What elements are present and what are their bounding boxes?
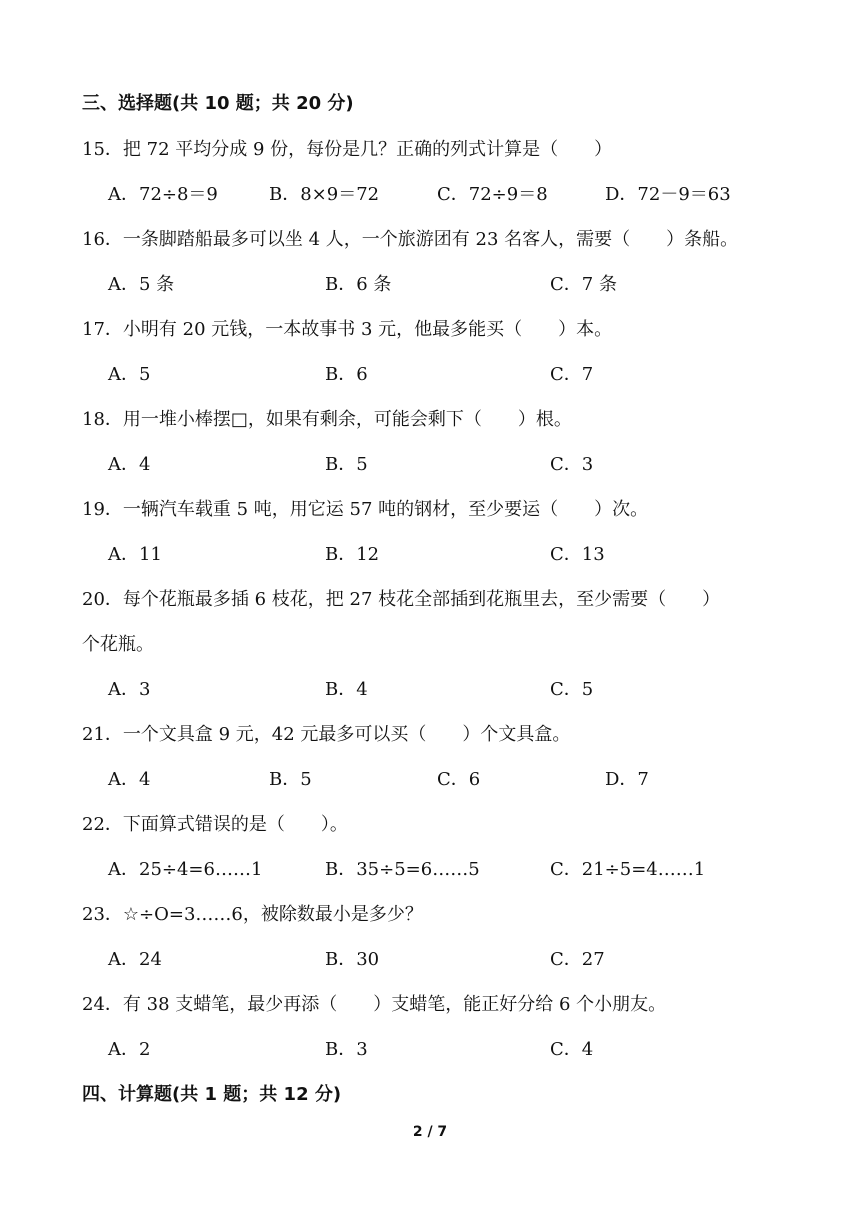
question-text: 小明有 20 元钱，一本故事书 3 元，他最多能买（ ）本。	[122, 319, 613, 340]
option-c: C．7 条	[550, 274, 617, 295]
question-number: 21．	[82, 724, 123, 745]
option-c: C．21÷5=4……1	[550, 859, 706, 880]
page-number: 2 / 7	[412, 1124, 448, 1140]
options-24	[108, 1037, 828, 1063]
question-15	[82, 137, 612, 163]
question-number: 22．	[82, 814, 123, 835]
question-23	[82, 902, 423, 928]
question-number: 24．	[82, 994, 123, 1015]
question-21	[82, 722, 570, 748]
options-15	[108, 182, 828, 208]
option-c: C．3	[550, 454, 594, 475]
option-b: B．30	[325, 949, 380, 970]
option-b: B．3	[325, 1039, 368, 1060]
option-a: A．4	[108, 769, 151, 790]
options-21	[108, 767, 828, 793]
option-d: D．72－9＝63	[605, 184, 731, 205]
options-18	[108, 452, 828, 478]
option-a: A．5 条	[108, 274, 175, 295]
option-c: C．5	[550, 679, 594, 700]
option-c: C．72÷9＝8	[437, 184, 548, 205]
option-c: C．6	[437, 769, 481, 790]
option-a: A．24	[108, 949, 162, 970]
question-number: 17．	[82, 319, 123, 340]
option-b: B．5	[325, 454, 368, 475]
section-4-heading: 四、计算题(共 1 题；共 12 分)	[82, 1084, 342, 1105]
options-17	[108, 362, 828, 388]
question-22	[82, 812, 348, 838]
question-text: 把 72 平均分成 9 份，每份是几？正确的列式计算是（ ）	[122, 139, 613, 160]
option-c: C．4	[550, 1039, 594, 1060]
section-3-heading: 三、选择题(共 10 题；共 20 分)	[82, 93, 354, 114]
question-text: 一条脚踏船最多可以坐 4 人，一个旅游团有 23 名客人，需要（ ）条船。	[122, 229, 739, 250]
question-17	[82, 317, 612, 343]
option-b: B．4	[325, 679, 368, 700]
option-c: C．13	[550, 544, 605, 565]
question-16	[82, 227, 738, 253]
question-text: 下面算式错误的是（ ）。	[122, 814, 348, 835]
option-a: A．2	[108, 1039, 151, 1060]
option-b: B．5	[269, 769, 312, 790]
question-text: 一个文具盒 9 元，42 元最多可以买（ ）个文具盒。	[122, 724, 571, 745]
option-b: B．35÷5=6……5	[325, 859, 480, 880]
question-number: 16．	[82, 229, 123, 250]
option-b: B．8×9＝72	[269, 184, 380, 205]
option-d: D．7	[605, 769, 649, 790]
options-22	[108, 857, 828, 883]
option-a: A．3	[108, 679, 151, 700]
options-20	[108, 677, 828, 703]
question-number: 20．	[82, 589, 123, 610]
option-c: C．27	[550, 949, 605, 970]
question-19	[82, 497, 648, 523]
options-16	[108, 272, 828, 298]
question-text: ☆÷O=3……6，被除数最小是多少？	[122, 904, 423, 925]
question-20	[82, 587, 720, 613]
option-a: A．25÷4=6……1	[108, 859, 263, 880]
option-c: C．7	[550, 364, 594, 385]
option-b: B．6 条	[325, 274, 392, 295]
options-23	[108, 947, 828, 973]
question-text: 每个花瓶最多插 6 枝花，把 27 枝花全部插到花瓶里去，至少需要（ ）	[122, 589, 721, 610]
question-number: 18．	[82, 409, 123, 430]
option-a: A．5	[108, 364, 151, 385]
question-text: 一辆汽车载重 5 吨，用它运 57 吨的钢材，至少要运（ ）次。	[122, 499, 649, 520]
question-18	[82, 407, 572, 433]
question-20-continuation: 个花瓶。	[82, 634, 154, 655]
question-number: 15．	[82, 139, 123, 160]
options-19	[108, 542, 828, 568]
question-text: 用一堆小棒摆□，如果有剩余，可能会剩下（ ）根。	[122, 409, 572, 430]
question-24	[82, 992, 666, 1018]
option-a: A．72÷8＝9	[108, 184, 218, 205]
option-b: B．6	[325, 364, 368, 385]
question-text: 有 38 支蜡笔，最少再添（ ）支蜡笔，能正好分给 6 个小朋友。	[122, 994, 667, 1015]
option-b: B．12	[325, 544, 380, 565]
question-number: 19．	[82, 499, 123, 520]
question-number: 23．	[82, 904, 123, 925]
option-a: A．4	[108, 454, 151, 475]
option-a: A．11	[108, 544, 162, 565]
